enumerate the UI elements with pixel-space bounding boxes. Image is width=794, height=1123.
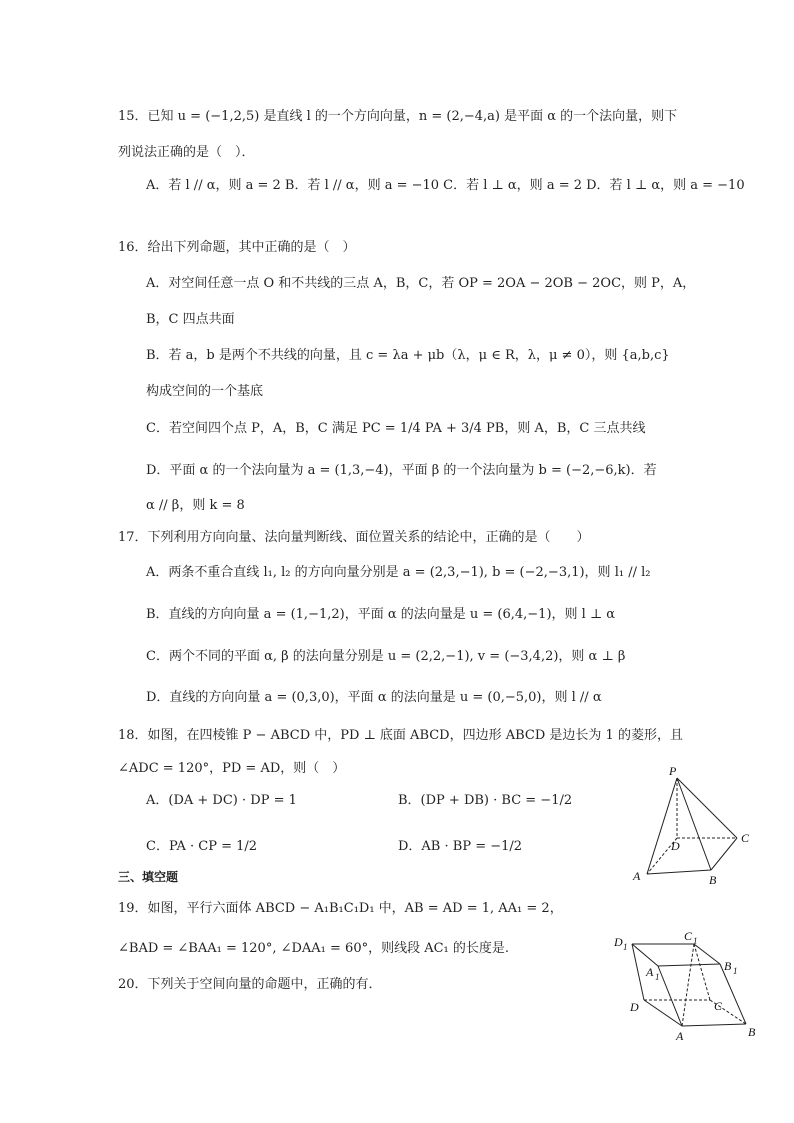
q18-line-1: 18．如图，在四棱锥 P − ABCD 中，PD ⊥ 底面 ABCD，四边形 ABCD 是边长为 1 的菱形，且 — [118, 728, 683, 743]
q16-option-d-2: α // β，则 k = 8 — [146, 498, 245, 513]
q17-option-d: D．直线的方向向量 a = (0,3,0)，平面 α 的法向量是 u = (0,−5,0)，则 l // α — [146, 690, 602, 705]
label-d: D — [630, 1000, 639, 1014]
q18-option-b: B．(DP + DB) · BC = −1/2 — [398, 793, 573, 808]
q16-option-b-1: B．若 a，b 是两个不共线的向量，且 c = λa + μb（λ，μ ∈ R，λ，μ ≠ 0），则 {a,b,c} — [146, 348, 670, 363]
q20-line-1: 20．下列关于空间向量的命题中，正确的有． — [118, 977, 382, 992]
q17-option-b: B．直线的方向向量 a = (1,−1,2)，平面 α 的法向量是 u = (6,4,−1)，则 l ⊥ α — [146, 607, 616, 622]
q16-option-a-2: B，C 四点共面 — [146, 312, 235, 327]
q19-line-1: 19．如图，平行六面体 ABCD − A₁B₁C₁D₁ 中，AB = AD = 1, AA₁ = 2， — [118, 901, 563, 916]
label-c1: C — [684, 930, 693, 943]
q15-options: A．若 l // α，则 a = 2 B．若 l // α，则 a = −10 C．若 l ⊥ α，则 a = 2 D．若 l ⊥ α，则 a = −10 — [146, 178, 745, 193]
q17-stem: 17．下列利用方向向量、法向量判断线、面位置关系的结论中，正确的是（ ） — [118, 530, 590, 545]
q18-option-a: A．(DA + DC) · DP = 1 — [146, 793, 297, 808]
label-c: C — [714, 999, 723, 1013]
label-a: A — [676, 1029, 684, 1043]
svg-text:1: 1 — [693, 936, 698, 946]
svg-text:1: 1 — [623, 942, 628, 952]
label-b1: B — [724, 959, 732, 973]
q16-option-b-2: 构成空间的一个基底 — [146, 384, 264, 399]
parallelepiped-figure — [606, 930, 766, 1045]
q17-option-c: C．两个不同的平面 α, β 的法向量分别是 u = (2,2,−1), v = (−3,4,2)，则 α ⊥ β — [146, 649, 626, 664]
label-d: D — [671, 839, 680, 853]
q17-option-a: A．两条不重合直线 l₁, l₂ 的方向向量分别是 a = (2,3,−1), b = (−2,−3,1)，则 l₁ // l₂ — [146, 565, 651, 580]
label-b: B — [709, 873, 717, 887]
pyramid-figure — [625, 758, 765, 890]
q18-option-c: C．PA · CP = 1/2 — [146, 839, 258, 854]
label-d1: D — [614, 935, 623, 949]
label-c: C — [741, 831, 750, 845]
label-b: B — [748, 1025, 756, 1039]
q15-line-1: 15．已知 u = (−1,2,5) 是直线 l 的一个方向向量，n = (2,−4,a) 是平面 α 的一个法向量，则下 — [118, 109, 678, 124]
q18-option-d: D．AB · BP = −1/2 — [398, 839, 523, 854]
q15-line-2: 列说法正确的是（ ）． — [118, 145, 255, 160]
q16-option-a-1: A．对空间任意一点 O 和不共线的三点 A，B，C，若 OP = 2OA − 2OB − 2OC，则 P，A， — [146, 276, 696, 291]
label-a1: A — [646, 965, 654, 979]
label-a: A — [633, 869, 641, 883]
section-title-fill-in: 三、填空题 — [118, 870, 179, 884]
label-p: P — [669, 764, 677, 778]
q19-line-2: ∠BAD = ∠BAA₁ = 120°, ∠DAA₁ = 60°，则线段 AC₁ 的长度是. — [118, 941, 510, 956]
svg-text:1: 1 — [733, 966, 738, 976]
q16-stem: 16．给出下列命题，其中正确的是（ ） — [118, 240, 356, 255]
svg-text:1: 1 — [655, 972, 660, 982]
q18-line-2: ∠ADC = 120°，PD = AD，则（ ） — [118, 761, 346, 776]
q16-option-d-1: D．平面 α 的一个法向量为 a = (1,3,−4)，平面 β 的一个法向量为 b = (−2,−6,k)．若 — [146, 463, 657, 478]
q16-option-c: C．若空间四个点 P，A，B，C 满足 PC = 1/4 PA + 3/4 PB，则 A，B，C 三点共线 — [146, 421, 646, 436]
